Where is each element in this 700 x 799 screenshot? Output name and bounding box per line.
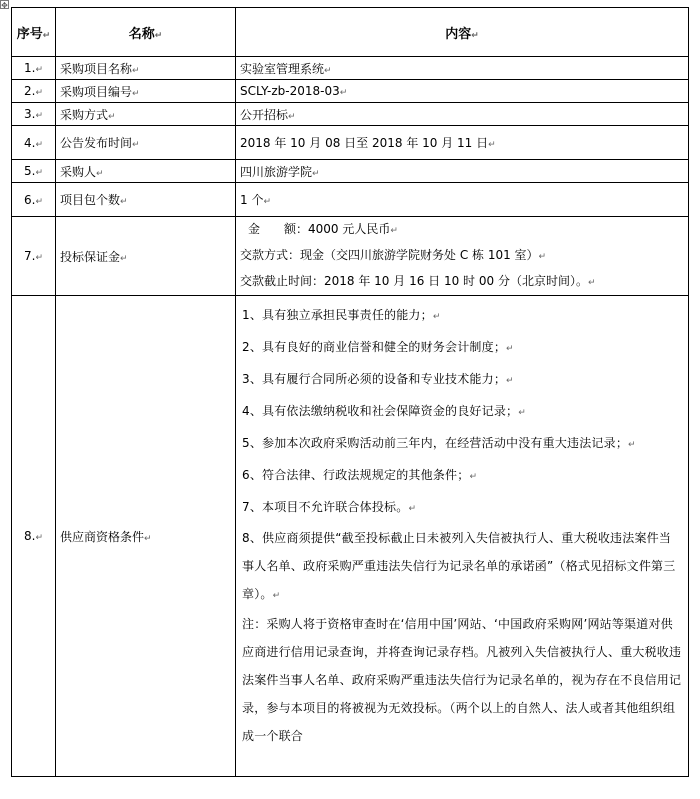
header-no: 序号↵: [12, 8, 56, 57]
row-value: 公开招标↵: [236, 103, 689, 126]
row-no: 5.↵: [12, 160, 56, 183]
header-row: [12, 8, 689, 57]
row-value: 实验室管理系统↵: [236, 57, 689, 80]
qualification-item: 6、符合法律、行政法规规定的其他条件；↵: [242, 468, 478, 482]
row-value: 1 个↵: [236, 183, 689, 217]
row-value: 四川旅游学院↵: [236, 160, 689, 183]
table-row: [12, 126, 689, 160]
qualification-item: 8、供应商须提供“截至投标截止日未被列入失信被执行人、重大税收违法案件当事人名单、政府采购严重违法失信行为记录名单的承诺函”（格式见招标文件第三章）。↵: [242, 531, 676, 601]
row-no: 8.↵: [12, 296, 56, 777]
row-no: 2.↵: [12, 80, 56, 103]
header-name: 名称↵: [56, 8, 236, 57]
table-row: [12, 160, 689, 183]
qualification-item: 3、具有履行合同所必须的设备和专业技术能力；↵: [242, 372, 514, 386]
row-no: 6.↵: [12, 183, 56, 217]
table-row-deposit: [12, 217, 689, 296]
row-name: 采购项目编号↵: [56, 80, 236, 103]
qualification-item: 4、具有依法缴纳税收和社会保障资金的良好记录；↵: [242, 404, 526, 418]
qualification-note: 注：采购人将于资格审查时在‘信用中国’网站、‘中国政府采购网’网站等渠道对供应商进行信用记录查询，并将查询记录存档。凡被列入失信被执行人、重大税收违法案件当事人名单、政府采购严重违法失信行为记录名单的，视为存在不良信用记录，参与本项目的将被视为无效投标。（两个以上的自然人、法人或者其他组织组成一个联合: [242, 617, 682, 743]
row-no: 1.↵: [12, 57, 56, 80]
qualification-item: 7、本项目不允许联合体投标。↵: [242, 500, 417, 514]
table-anchor-icon[interactable]: ✥: [1, 1, 8, 10]
table-row: [12, 183, 689, 217]
deposit-details: [236, 217, 689, 296]
row-name: 采购方式↵: [56, 103, 236, 126]
deposit-payment-method: 交款方式：现金（交四川旅游学院财务处 C 栋 101 室）↵: [240, 248, 547, 262]
table-row: [12, 80, 689, 103]
row-name: 采购人↵: [56, 160, 236, 183]
procurement-info-table: [11, 7, 689, 777]
row-name: 项目包个数↵: [56, 183, 236, 217]
row-no: 4.↵: [12, 126, 56, 160]
qualification-details: [236, 296, 689, 777]
row-name: 供应商资格条件↵: [56, 296, 236, 777]
row-name: 公告发布时间↵: [56, 126, 236, 160]
row-value: SCLY-zb-2018-03↵: [236, 80, 689, 103]
deposit-amount: 金 额：4000 元人民币↵: [248, 222, 398, 236]
qualification-item: 5、参加本次政府采购活动前三年内，在经营活动中没有重大违法记录；↵: [242, 436, 636, 450]
table-row: [12, 57, 689, 80]
qualification-item: 2、具有良好的商业信誉和健全的财务会计制度；↵: [242, 340, 514, 354]
header-content: 内容↵: [236, 8, 689, 57]
qualification-item: 1、具有独立承担民事责任的能力；↵: [242, 308, 441, 322]
row-no: 7.↵: [12, 217, 56, 296]
row-name: 采购项目名称↵: [56, 57, 236, 80]
deposit-deadline: 交款截止时间：2018 年 10 月 16 日 10 时 00 分（北京时间）。↵: [240, 274, 596, 288]
table-row-qualification: [12, 296, 689, 777]
table-row: [12, 103, 689, 126]
row-name: 投标保证金↵: [56, 217, 236, 296]
row-no: 3.↵: [12, 103, 56, 126]
row-value: 2018 年 10 月 08 日至 2018 年 10 月 11 日↵: [236, 126, 689, 160]
